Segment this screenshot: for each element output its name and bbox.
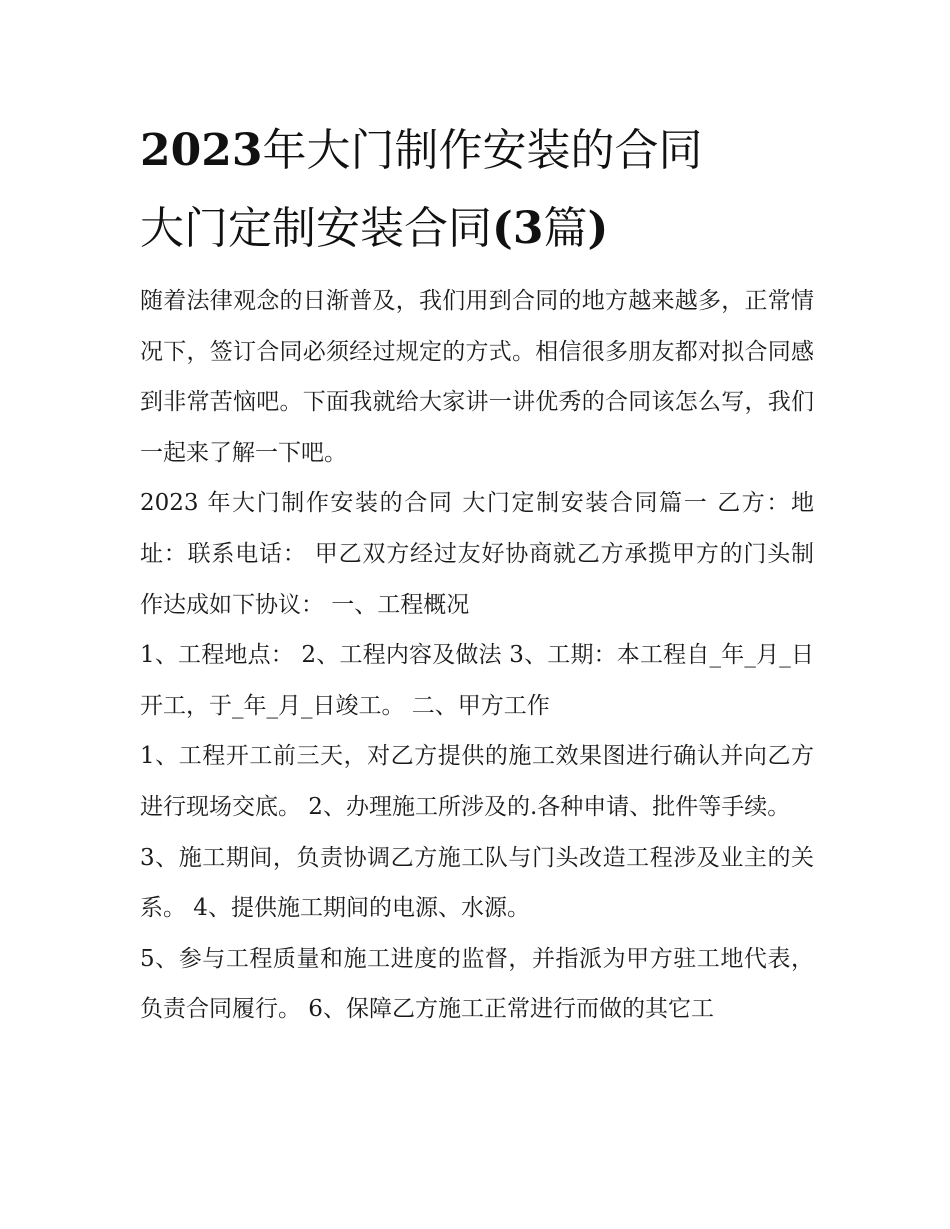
paragraph-party-a-duty-3: 3、施工期间，负责协调乙方施工队与门头改造工程涉及业主的关系。 4、提供施工期间的电源、水源。 (140, 844, 814, 922)
paragraph-party-a-duty-5: 5、参与工程质量和施工进度的监督，并指派为甲方驻工地代表，负责合同履行。 6、保障乙方施工正常进行而做的其它工 (140, 945, 814, 1023)
paragraph-intro: 随着法律观念的日渐普及，我们用到合同的地方越来越多，正常情况下，签订合同必须经过规定的方式。相信很多朋友都对拟合同感到非常苦恼吧。下面我就给大家讲一讲优秀的合同该怎么写，我们一起来了解一下吧。 (140, 288, 814, 466)
title-count-close: ) (587, 203, 609, 254)
title-line-2-text: 大门定制安装合同 (140, 203, 492, 254)
paragraph-contract-header: 2023 年大门制作安装的合同 大门定制安装合同篇一 乙方：地址：联系电话： 甲乙双方经过友好协商就乙方承揽甲方的门头制作达成如下协议： 一、工程概况 (140, 490, 814, 618)
document-title (140, 112, 814, 268)
paragraph-project-overview: 1、工程地点： 2、工程内容及做法 3、工期：本工程自_年_月_日开工，于_年_月_日竣工。 二、甲方工作 (140, 642, 814, 719)
title-line-1-text: 年大门制作安装的合同 (262, 125, 703, 176)
paragraph-party-a-duty-1: 1、工程开工前三天，对乙方提供的施工效果图进行确认并向乙方进行现场交底。 2、办理施工所涉及的.各种申请、批件等手续。 (140, 743, 814, 820)
document-body (140, 276, 814, 1035)
title-count-unit: 篇 (543, 203, 588, 254)
title-line-2 (140, 190, 814, 268)
title-year: 2023 (140, 125, 263, 176)
document-page (140, 112, 814, 1035)
title-count-open: (3 (492, 203, 544, 254)
title-line-1 (140, 112, 814, 190)
